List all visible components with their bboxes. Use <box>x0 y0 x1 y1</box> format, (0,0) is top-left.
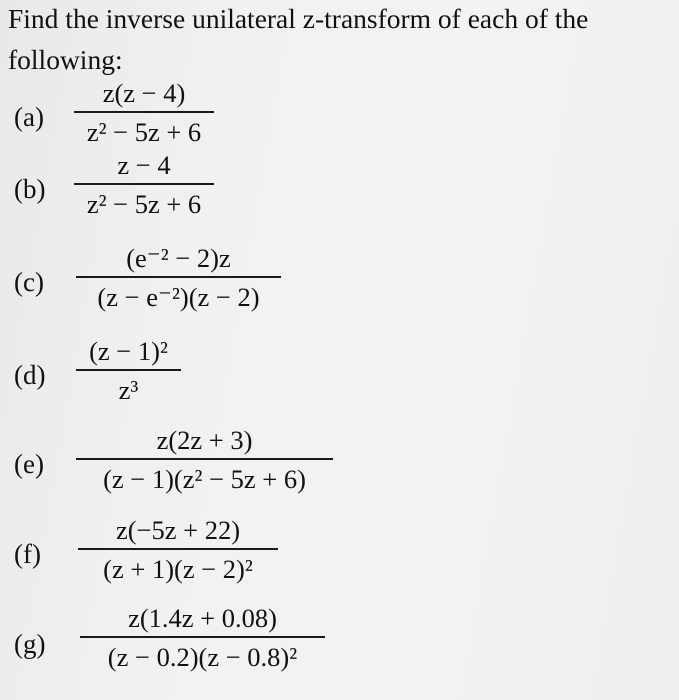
problem-label: (f) <box>14 539 41 569</box>
denominator: z² − 5z + 6 <box>86 116 202 147</box>
fraction-bar <box>74 183 214 185</box>
numerator: z(z − 4) <box>102 78 186 108</box>
denominator: z³ <box>118 374 139 405</box>
problem-e <box>14 425 514 505</box>
problem-label: (d) <box>14 360 46 390</box>
problem-label: (a) <box>14 102 44 132</box>
fraction-bar <box>74 111 214 113</box>
problem-g <box>14 603 514 683</box>
fraction-bar <box>80 636 325 638</box>
problem-d <box>14 336 514 416</box>
numerator: (e⁻² − 2)z <box>126 243 231 273</box>
problem-label: (e) <box>14 449 44 479</box>
denominator: z² − 5z + 6 <box>86 188 202 219</box>
problem-a <box>14 78 514 158</box>
fraction <box>76 425 333 494</box>
problem-statement: Find the inverse unilateral z-transform of each of the following: <box>8 3 589 75</box>
problem-c <box>14 243 514 323</box>
fraction <box>74 150 214 219</box>
denominator: (z − 1)(z² − 5z + 6) <box>103 463 306 494</box>
numerator: z − 4 <box>117 150 171 180</box>
denominator: (z − e⁻²)(z − 2) <box>97 281 260 312</box>
problem-b <box>14 150 514 230</box>
fraction <box>76 243 281 312</box>
problem-label: (c) <box>14 267 44 297</box>
fraction-bar <box>78 548 278 550</box>
fraction <box>78 515 278 584</box>
fraction <box>76 336 181 405</box>
numerator: (z − 1)² <box>89 336 168 366</box>
fraction <box>74 78 214 147</box>
problem-label: (b) <box>14 174 46 204</box>
problem-label: (g) <box>14 629 46 659</box>
fraction <box>80 603 325 672</box>
problem-f <box>14 515 514 595</box>
denominator: (z − 0.2)(z − 0.8)² <box>107 641 298 672</box>
fraction-bar <box>76 369 181 371</box>
fraction-bar <box>76 458 333 460</box>
fraction-bar <box>76 276 281 278</box>
denominator: (z + 1)(z − 2)² <box>103 553 253 584</box>
numerator: z(2z + 3) <box>156 425 253 455</box>
numerator: z(−5z + 22) <box>115 515 241 545</box>
numerator: z(1.4z + 0.08) <box>128 603 277 633</box>
